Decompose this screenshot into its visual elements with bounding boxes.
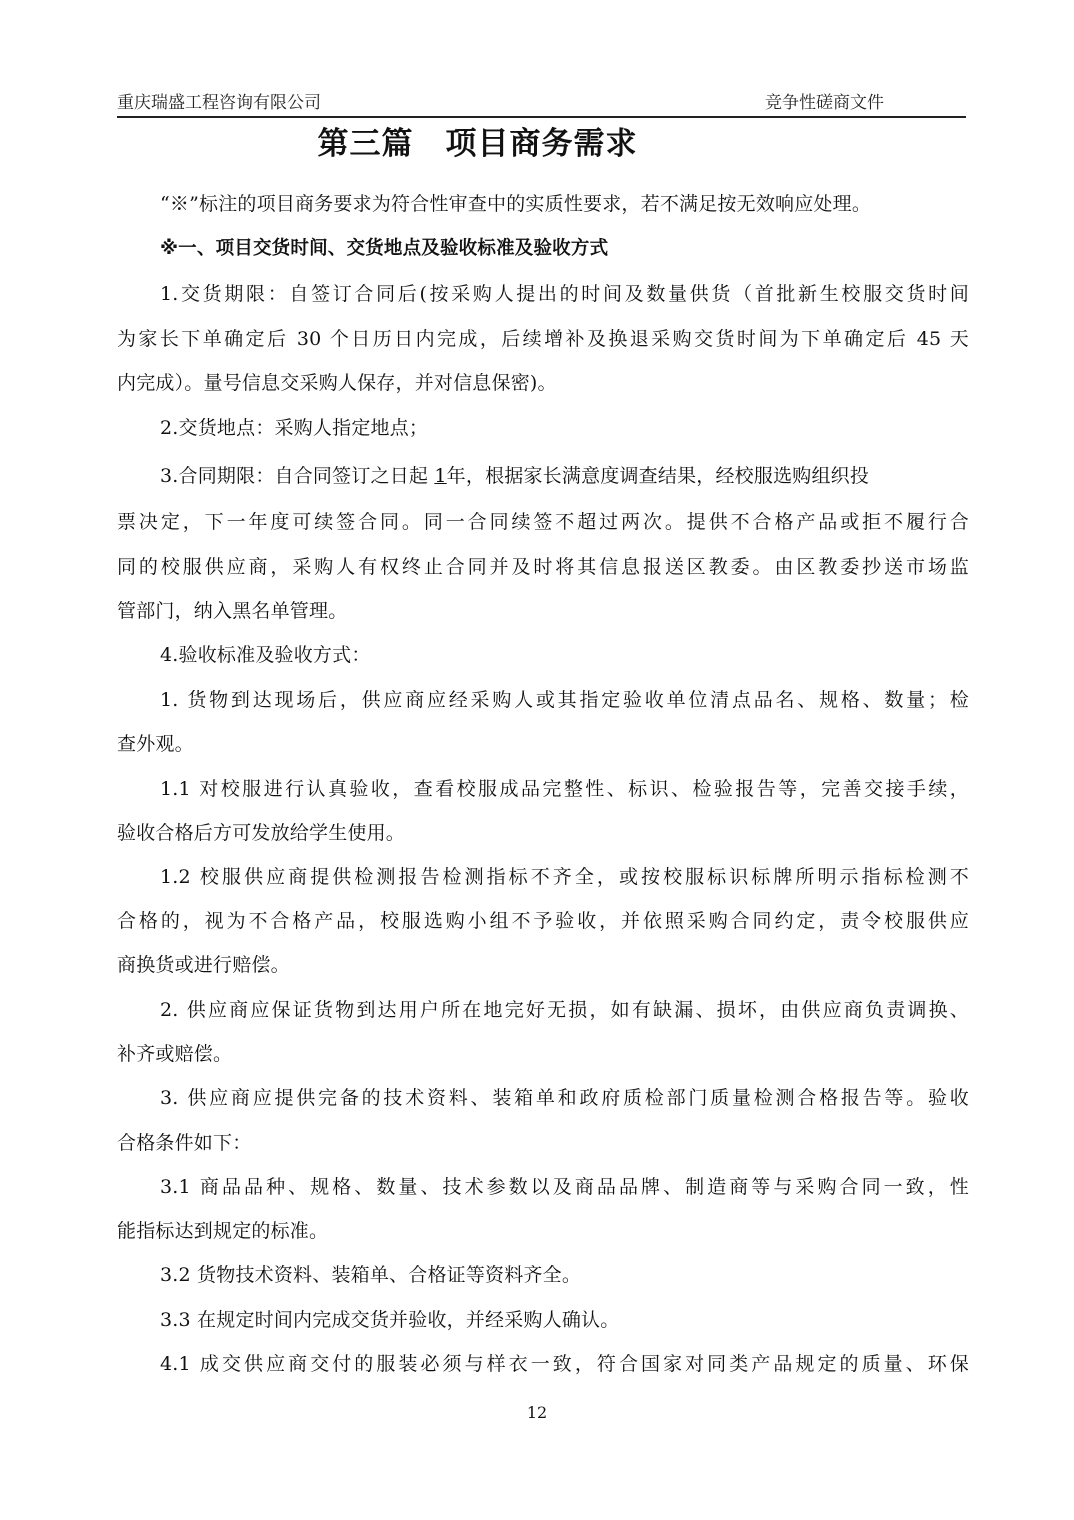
paragraph-line: 合格条件如下： <box>117 1132 252 1154</box>
paragraph-line: 2. 供应商应保证货物到达用户所在地完好无损，如有缺漏、损坏，由供应商负责调换、 <box>160 999 969 1021</box>
note-paragraph: “※”标注的项目商务要求为符合性审查中的实质性要求，若不满足按无效响应处理。 <box>160 193 872 215</box>
header-doc-type: 竞争性磋商文件 <box>765 93 884 113</box>
paragraph-line: 1.2 校服供应商提供检测报告检测指标不齐全，或按校服标识标牌所明示指标检测不 <box>160 866 969 888</box>
header-company: 重庆瑞盛工程咨询有限公司 <box>117 93 321 113</box>
page-header <box>117 86 966 118</box>
page-number: 12 <box>526 1403 548 1422</box>
text-segment: 3.合同期限：自合同签订之日起 <box>160 465 435 487</box>
paragraph-line: 票决定，下一年度可续签合同。同一合同续签不超过两次。提供不合格产品或拒不履行合 <box>117 511 969 533</box>
paragraph-line: 1.交货期限：自签订合同后(按采购人提出的时间及数量供货（首批新生校服交货时间 <box>160 283 969 305</box>
paragraph-line: 查外观。 <box>117 733 194 755</box>
paragraph-line: 验收合格后方可发放给学生使用。 <box>117 822 406 844</box>
paragraph-line: 同的校服供应商，采购人有权终止合同并及时将其信息报送区教委。由区教委抄送市场监 <box>117 556 969 578</box>
title-part: 第三篇 <box>317 126 414 162</box>
paragraph-line: 合格的，视为不合格产品，校服选购小组不予验收，并依照采购合同约定，责令校服供应 <box>117 910 969 932</box>
page-title <box>0 118 955 163</box>
paragraph-line: 管部门，纳入黑名单管理。 <box>117 600 348 622</box>
paragraph-line: 为家长下单确定后 30 个日历日内完成，后续增补及换退采购交货时间为下单确定后 45 天 <box>117 328 969 350</box>
paragraph-line: 4.1 成交供应商交付的服装必须与样衣一致，符合国家对同类产品规定的质量、环保 <box>160 1353 969 1375</box>
paragraph-line: 内完成）。量号信息交采购人保存，并对信息保密)。 <box>117 372 557 394</box>
paragraph-line <box>160 463 969 489</box>
paragraph-line: 4.验收标准及验收方式： <box>160 644 371 666</box>
paragraph-line: 3.3 在规定时间内完成交货并验收，并经采购人确认。 <box>160 1309 620 1331</box>
title-name: 项目商务需求 <box>445 126 638 162</box>
contract-years-value: 1 <box>434 465 447 487</box>
paragraph-line: 3. 供应商应提供完备的技术资料、装箱单和政府质检部门质量检测合格报告等。验收 <box>160 1087 969 1109</box>
paragraph-line: 2.交货地点：采购人指定地点； <box>160 417 429 439</box>
paragraph-line: 能指标达到规定的标准。 <box>117 1220 329 1242</box>
section-heading: ※一、项目交货时间、交货地点及验收标准及验收方式 <box>160 238 609 259</box>
paragraph-line: 3.1 商品品种、规格、数量、技术参数以及商品品牌、制造商等与采购合同一致，性 <box>160 1176 969 1198</box>
paragraph-line: 1. 货物到达现场后，供应商应经采购人或其指定验收单位清点品名、规格、数量；检 <box>160 689 969 711</box>
text-segment: 年，根据家长满意度调查结果，经校服选购组织投 <box>446 465 870 487</box>
paragraph-line: 1.1 对校服进行认真验收，查看校服成品完整性、标识、检验报告等，完善交接手续， <box>160 778 969 800</box>
paragraph-line: 商换货或进行赔偿。 <box>117 954 290 976</box>
paragraph-line: 3.2 货物技术资料、装箱单、合格证等资料齐全。 <box>160 1264 582 1286</box>
paragraph-line: 补齐或赔偿。 <box>117 1043 233 1065</box>
